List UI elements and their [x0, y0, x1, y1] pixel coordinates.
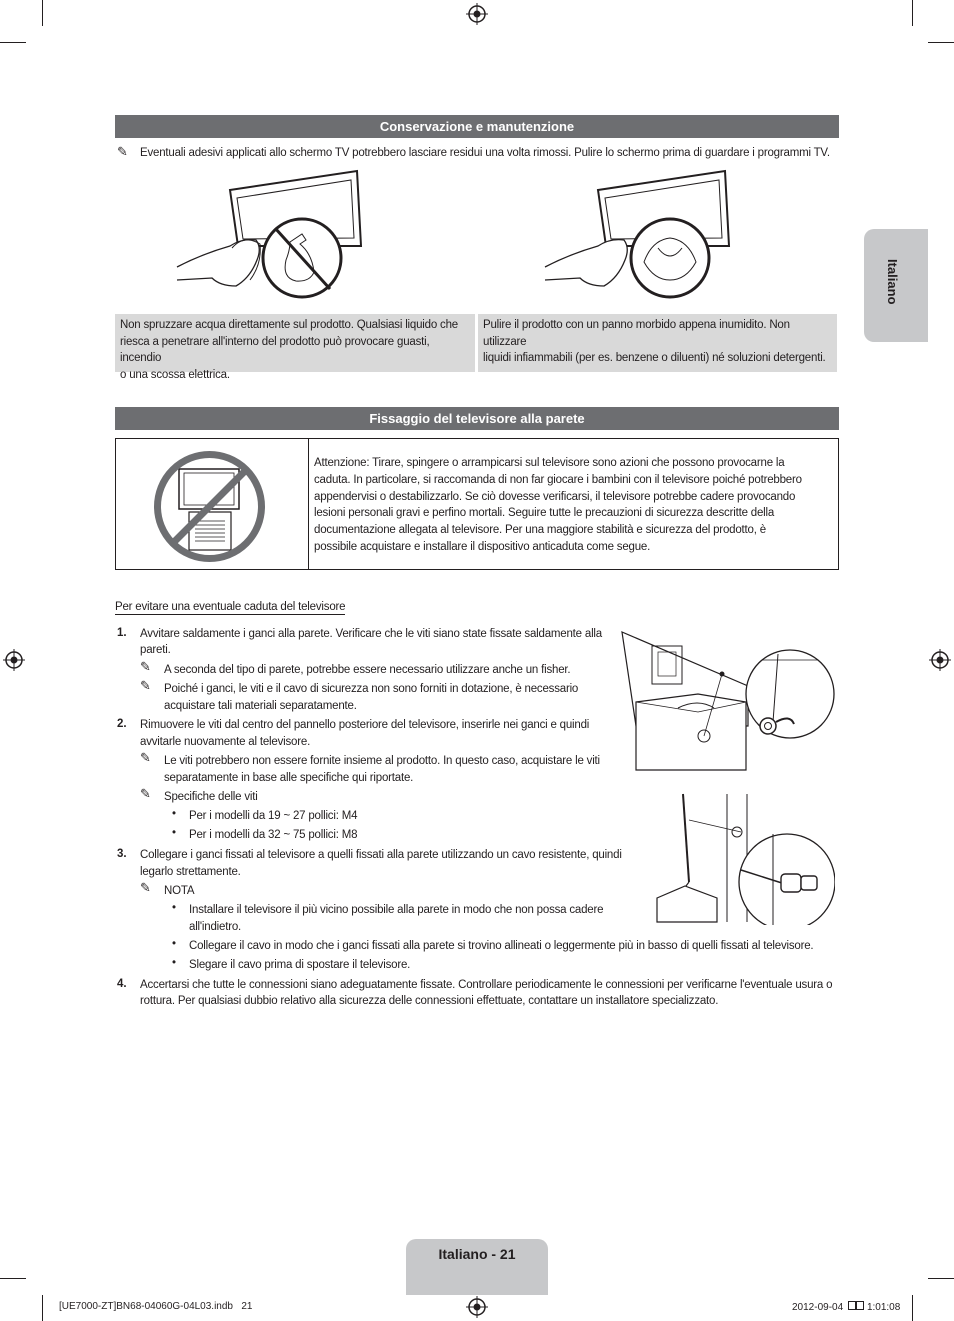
bullet-icon: • — [172, 938, 177, 950]
step-1-note: acquistare tali materiali separatamente. — [164, 700, 357, 712]
pencil-icon: ✎ — [140, 881, 151, 896]
step-3-line: legarlo strettamente. — [140, 866, 241, 878]
crop-mark — [912, 0, 913, 26]
pencil-icon: ✎ — [117, 145, 128, 160]
crop-mark — [0, 42, 26, 43]
caption-line: o una scossa elettrica. — [120, 368, 230, 381]
warning-line: Attenzione: Tirare, spingere o arrampicarsi sul televisore sono azioni che possono provocarne la — [314, 457, 785, 469]
step-number: 4. — [117, 978, 127, 990]
pencil-icon: ✎ — [140, 660, 151, 675]
caption-line: Pulire il prodotto con un panno morbido appena inumidito. Non utilizzare — [483, 319, 790, 348]
warning-line: lesioni personali gravi e perfino mortali. Seguire tutte le precauzioni di sicurezza descritte della — [314, 507, 775, 520]
step-1-line: Avvitare saldamente i ganci alla parete. Verificare che le viti siano state fissate saldamente alla — [140, 628, 602, 640]
warning-line: possibile acquistare e installare il dispositivo anticaduta come segue. — [314, 540, 651, 553]
footer-timestamp: 2012-09-04 1:01:08 — [792, 1302, 901, 1313]
step-1-line: pareti. — [140, 644, 171, 656]
step-2-note: separatamente in base alle specifiche qui riportate. — [164, 772, 414, 784]
crop-mark — [42, 1295, 43, 1321]
screw-spec: Per i modelli da 19 ~ 27 pollici: M4 — [189, 810, 358, 822]
step-3-bullet: Slegare il cavo prima di spostare il televisore. — [189, 959, 411, 971]
side-tab-label: Italiano — [885, 259, 900, 305]
crop-mark — [42, 0, 43, 26]
step-4-line: Accertarsi che tutte le connessioni siano adeguatamente fissate. Controllare periodicamente le connessioni per verificarne l'eventuale usura o — [140, 979, 833, 991]
step-2-line: Rimuovere le viti dal centro del pannello posteriore del televisore, inserirle nei ganci e quindi — [140, 719, 590, 731]
pencil-icon: ✎ — [140, 787, 151, 802]
bullet-icon: • — [172, 957, 177, 969]
pencil-icon: ✎ — [140, 751, 151, 766]
section-header-wall: Fissaggio del televisore alla parete — [115, 407, 839, 430]
step-3-line: Collegare i ganci fissati al televisore a quelli fissati alla parete utilizzando un cavo resistente, quindi — [140, 849, 622, 861]
caption-soft-cloth — [478, 314, 837, 372]
step-number: 1. — [117, 627, 127, 639]
bullet-icon: • — [172, 808, 177, 820]
warning-line: caduta. In particolare, si raccomanda di non far giocare i bambini con il televisore poiché potrebbero — [314, 473, 802, 486]
crop-mark — [912, 1295, 913, 1321]
language-side-tab — [864, 229, 928, 342]
step-2-line: avvitarle nuovamente al televisore. — [140, 736, 311, 748]
fall-heading: Per evitare una eventuale caduta del televisore — [115, 601, 346, 613]
step-3-bullet: all'indietro. — [189, 921, 242, 933]
no-climbing-tv-icon — [152, 449, 267, 564]
page-number-box — [406, 1239, 548, 1295]
step-number: 2. — [117, 718, 127, 730]
step-2-note: Le viti potrebbero non essere fornite insieme al prodotto. In questo caso, acquistare le viti — [164, 755, 600, 767]
warning-text — [314, 455, 802, 556]
care-note: Eventuali adesivi applicati allo schermo TV potrebbero lasciare residui una volta rimossi. Pulire lo schermo prima di guardare i programmi TV. — [140, 147, 830, 159]
cloth-cleaning-illustration — [540, 168, 735, 303]
warning-line: documentazione allegata al televisore. Per una maggiore stabilità e sicurezza del prodotto, è — [314, 524, 766, 537]
screw-spec: Per i modelli da 32 ~ 75 pollici: M8 — [189, 829, 358, 841]
caption-no-spray — [115, 314, 475, 381]
step-3-bullet: Installare il televisore il più vicino possibile alla parete in modo che non possa cadere — [189, 904, 604, 916]
bullet-icon: • — [172, 827, 177, 839]
bullet-icon: • — [172, 902, 177, 914]
tv-back-hook-illustration — [618, 626, 838, 776]
registration-mark-icon — [929, 649, 951, 671]
crop-mark — [0, 1278, 26, 1279]
step-4-line: rottura. Per qualsiasi dubbio relativo alla sicurezza delle connessioni effettuate, contattare un installatore specializzato. — [140, 995, 719, 1007]
warning-divider — [308, 439, 309, 569]
registration-mark-icon — [466, 3, 488, 25]
crop-mark — [928, 1278, 954, 1279]
spray-prohibited-illustration — [172, 168, 367, 303]
crop-mark — [928, 42, 954, 43]
registration-mark-icon — [3, 649, 25, 671]
warning-box — [115, 438, 839, 570]
warning-line: appendervisi o destabilizzarlo. Se ciò dovesse verificarsi, il televisore potrebbe cadere provocando — [314, 490, 796, 503]
registration-mark-icon — [466, 1296, 488, 1318]
page-number: Italiano - 21 — [438, 1246, 516, 1262]
step-2-note: Specifiche delle viti — [164, 791, 258, 803]
footer-file-name: [UE7000-ZT]BN68-04060G-04L03.indb 21 — [59, 1301, 253, 1312]
step-3-bullet: Collegare il cavo in modo che i ganci fissati alla parete si trovino allineati o leggermente più in basso di quelli fissati al televisore. — [189, 940, 814, 952]
tv-side-cable-illustration — [655, 790, 835, 925]
step-3-note: NOTA — [164, 885, 195, 897]
pencil-icon: ✎ — [140, 679, 151, 694]
step-1-note: Poiché i ganci, le viti e il cavo di sicurezza non sono forniti in dotazione, è necessario — [164, 683, 579, 695]
step-1-note: A seconda del tipo di parete, potrebbe essere necessario utilizzare anche un fisher. — [164, 664, 571, 676]
step-number: 3. — [117, 848, 127, 860]
caption-line: riesca a penetrare all'interno del prodotto può provocare guasti, incendio — [120, 335, 430, 364]
section-header-care: Conservazione e manutenzione — [115, 115, 839, 138]
caption-line: liquidi infiammabili (per es. benzene o diluenti) né soluzioni detergenti. — [483, 352, 826, 364]
caption-line: Non spruzzare acqua direttamente sul prodotto. Qualsiasi liquido che — [120, 319, 458, 331]
